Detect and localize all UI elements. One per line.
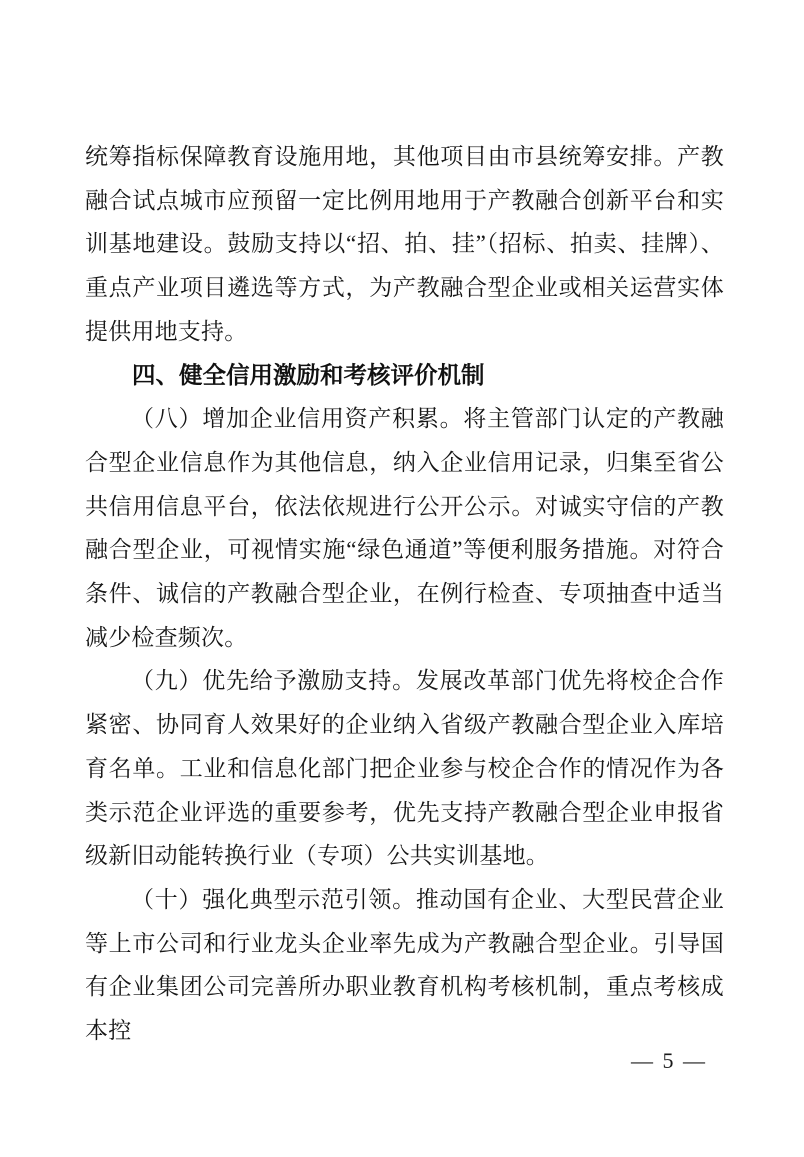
clause-lead-9: （九）优先给予激励支持。 [131, 668, 416, 694]
document-content [85, 135, 724, 1053]
clause-text-10: 推动国有企业、大型民营企业等上市公司和行业龙头企业率先成为产教融合型企业。引导国有企业集团公司完善所办职业教育机构考核机制，重点考核成本控 [85, 886, 724, 1044]
continuation-paragraph: 统筹指标保障教育设施用地，其他项目由市县统筹安排。产教融合试点城市应预留一定比例用地用于产教融合创新平台和实训基地建设。鼓励支持以“招、拍、挂”（招标、拍卖、挂牌）、重点产业项目遴选等方式，为产教融合型企业或相关运营实体提供用地支持。 [85, 144, 724, 344]
clause-lead-10: （十）强化典型示范引领。 [131, 886, 416, 912]
clause-paragraph-8 [85, 397, 724, 659]
section-heading: 四、健全信用激励和考核评价机制 [132, 361, 485, 388]
clause-text-8: 将主管部门认定的产教融合型企业信息作为其他信息，纳入企业信用记录，归集至省公共信用信息平台，依法依规进行公开公示。对诚实守信的产教融合型企业，可视情实施“绿色通道”等便利服务措施。对符合条件、诚信的产教融合型企业，在例行检查、专项抽查中适当减少检查频次。 [85, 406, 724, 650]
page-number: — 5 — [631, 1048, 707, 1073]
clause-text-9: 发展改革部门优先将校企合作紧密、协同育人效果好的企业纳入省级产教融合型企业入库培育名单。工业和信息化部门把企业参与校企合作的情况作为各类示范企业评选的重要参考，优先支持产教融合型企业申报省级新旧动能转换行业（专项）公共实训基地。 [85, 668, 724, 869]
clause-paragraph-10 [85, 878, 724, 1053]
clause-lead-8: （八）增加企业信用资产积累。 [131, 406, 464, 432]
clause-paragraph-9 [85, 659, 724, 878]
